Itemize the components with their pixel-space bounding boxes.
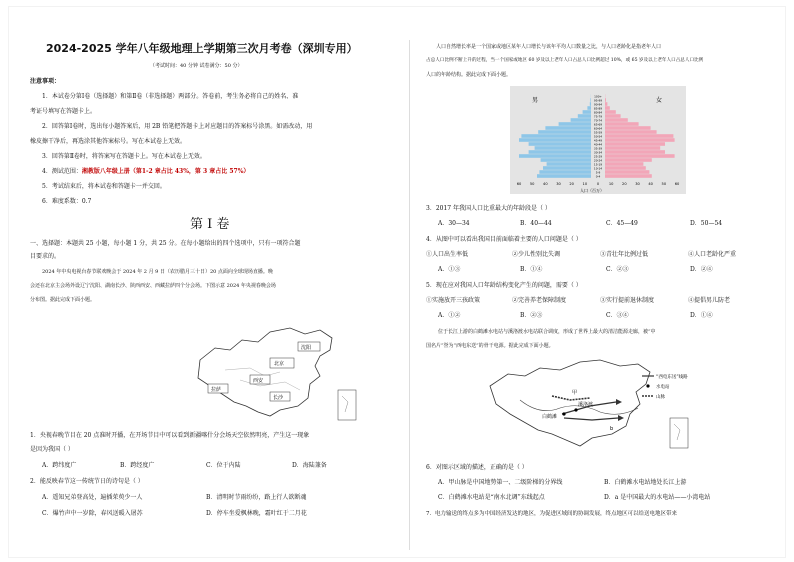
q5-stem: 5．现在应对我国人口年龄结构变化产生的问题，需要（ ）: [426, 282, 582, 289]
q5-item-1: ①实施放开三孩政策: [426, 297, 481, 304]
notice-3: 3．回答第Ⅱ卷时，将答案写在答题卡上。写在本试卷上无效。: [42, 153, 206, 160]
q3-option-d[interactable]: D．50—54: [690, 220, 723, 227]
female-bar-25-29: [605, 154, 675, 158]
q2-stem: 2．能反映春节这一传统节日的诗句是（ ）: [30, 478, 144, 485]
female-bar-70-74: [605, 118, 628, 122]
q6-stem: 6．对图示区域的描述，正确的是（ ）: [426, 464, 528, 471]
r-passage2-1: 位于长江上游的白鹤滩水电站与溪洛渡水电站联合调度，形成了世界上最大的清洁能源走廊，被“中: [438, 329, 656, 335]
x-tick-label: 40: [648, 182, 653, 186]
q7-stem: 7．电力输送的终点多为中国经济发达的地区，为促进区域间的协调发展，终点地区可以给送电地区带来: [426, 511, 678, 517]
x-tick-label: 20: [622, 182, 627, 186]
instructions-2: 目要求的。: [30, 253, 61, 260]
q3-option-c[interactable]: C．45—49: [606, 220, 638, 227]
notice-heading: 注意事项：: [30, 78, 61, 85]
age-label-80-84: 80-84: [593, 110, 603, 115]
q5-item-2: ②完善养老保障制度: [512, 297, 567, 304]
map-label-lhasa: 拉萨: [211, 387, 222, 393]
age-label-85-89: 85-89: [593, 106, 603, 111]
male-bar-95-99: [590, 98, 591, 102]
age-label-75-79: 75-79: [593, 114, 603, 119]
male-bar-75-79: [578, 114, 591, 118]
q4-option-a[interactable]: A．①③: [438, 266, 461, 273]
q6-option-d[interactable]: D．a 是中国最大的水电站——小湾电站: [604, 494, 711, 501]
mountain-range: [552, 396, 590, 400]
power-arrow-1: [616, 399, 622, 405]
age-label-0-4: 0-4: [595, 174, 601, 179]
age-label-50-54: 50-54: [593, 134, 603, 139]
notice-2b: 橡皮擦干净后，再选涂其他答案标号。写在本试卷上无效。: [30, 138, 187, 145]
map-label-changsha: 长沙: [273, 395, 284, 401]
r-passage2-2: 国名片”誉为“西电东送”的骨干电源。据此完成下面小题。: [426, 343, 554, 349]
q2-option-b[interactable]: B．清明时节雨纷纷，路上行人欲断魂: [206, 494, 307, 501]
legend-mountain-label: 山脉: [656, 395, 665, 400]
male-bar-40-44: [529, 142, 591, 146]
male-bar-55-59: [538, 130, 591, 134]
map-label-shenyang: 沈阳: [301, 345, 312, 351]
q1-option-a[interactable]: A．跨纬度广: [42, 462, 77, 469]
section-title: 第 Ⅰ 卷: [190, 217, 230, 232]
female-bar-55-59: [605, 130, 657, 134]
age-label-30-34: 30-34: [593, 150, 603, 155]
age-label-35-39: 35-39: [593, 146, 603, 151]
x-tick-label: 40: [543, 182, 548, 186]
notice-2a: 2．回答第Ⅰ卷时，选出每小题答案后，用 2B 铅笔把答题卡上对应题目的答案标号涂黑。如需改动，用: [42, 123, 313, 130]
q3-stem: 3．2017 年我国人口比重最大的年龄段是（ ）: [426, 205, 551, 212]
age-label-60-64: 60-64: [593, 126, 603, 131]
female-bar-15-19: [605, 162, 643, 166]
q3-option-b[interactable]: B．40—44: [520, 220, 552, 227]
x-tick-label: 60: [516, 182, 522, 186]
female-bar-0-4: [605, 174, 652, 178]
legend-station-label: 水电站: [656, 385, 670, 390]
south-sea-islands-2: [674, 424, 680, 440]
pyramid-xlabel: 人口（百万）: [580, 188, 604, 193]
male-bar-90-94: [590, 102, 591, 106]
q3-option-a[interactable]: A．30—34: [438, 220, 470, 227]
china-outline: [198, 328, 332, 416]
female-bar-30-34: [605, 150, 665, 154]
male-bar-35-39: [535, 146, 591, 150]
population-pyramid: [510, 86, 686, 194]
male-bar-65-69: [559, 122, 591, 126]
female-bar-45-49: [605, 138, 675, 142]
x-tick-label: 30: [556, 182, 561, 186]
station-baihetan: [562, 412, 565, 415]
map2-label-b: b: [610, 426, 614, 432]
q4-item-1: ①人口出生率低: [426, 251, 469, 258]
q2-option-c[interactable]: C．爆竹声中一岁除，春风送暖入屠苏: [42, 510, 143, 517]
q4-item-3: ③青壮年比例过低: [600, 251, 649, 258]
map-label-beijing: 北京: [274, 361, 285, 367]
male-bar-85-89: [587, 106, 591, 110]
instructions-1: 一、选择题：本题共 25 小题，每小题 1 分，共 25 分。在每小题给出的四个选项中，只有一项符合题: [30, 240, 301, 247]
male-bar-20-24: [541, 158, 591, 162]
q5-item-4: ④提倡男儿防老: [688, 297, 731, 304]
q5-option-c[interactable]: C．③④: [606, 312, 629, 319]
age-label-65-69: 65-69: [593, 122, 603, 127]
notice-4: 4．测试范围：湘教版八年级上册（第1-2 章占比 43%，第 3 章占比 57%）: [42, 168, 250, 175]
pyramid-male-label: 男: [532, 97, 539, 104]
male-bar-60-64: [545, 126, 591, 130]
x-tick-label: 50: [529, 182, 535, 186]
q1-line-1: 1．央视春晚节目在 20 点准时开播，在开场节目中可以看到新疆喀什分会场天空依然明亮，产生这一现象: [30, 432, 310, 439]
age-label-20-24: 20-24: [593, 158, 603, 163]
q5-option-d[interactable]: D．①④: [690, 312, 713, 319]
male-bar-0-4: [537, 174, 591, 178]
female-bar-20-24: [605, 158, 652, 162]
x-tick-label: 10: [608, 182, 614, 186]
legend-station-symbol: [646, 384, 649, 387]
test-range: 湘教版八年级上册（第1-2 章占比 43%，第 3 章占比 57%）: [81, 168, 250, 175]
female-bar-35-39: [605, 146, 660, 150]
q4-option-d[interactable]: D．②④: [690, 266, 713, 273]
x-tick-label: 0: [596, 182, 600, 186]
q1-option-c[interactable]: C．位于内陆: [206, 462, 241, 469]
map2-label-jia: 甲: [572, 390, 578, 396]
female-bar-60-64: [605, 126, 651, 130]
south-sea-islands: [342, 396, 348, 412]
map-label-xian: 西安: [253, 378, 264, 384]
exam-title: 2024-2025 学年八年级地理上学期第三次月考卷（深圳专用）: [46, 42, 358, 55]
q4-item-2: ②少儿性别比失调: [512, 251, 561, 258]
notice-5: 5．考试结束后，将本试卷和答题卡一并交回。: [42, 183, 166, 190]
x-tick-label: 60: [674, 182, 680, 186]
female-bar-80-84: [605, 110, 616, 114]
map2-label-xiluodu: 溪洛渡: [578, 402, 594, 408]
station-xiluodu: [574, 408, 577, 411]
r-passage-2: 占总人口比例不断上升的过程，当一个国家或地区 60 岁及以上老年人口占总人口比例超过 10%，或 65 岁及以上老年人口占总人口比例: [426, 58, 704, 63]
q2-option-a[interactable]: A．遥知兄弟登高处，遍插茱萸少一人: [42, 494, 143, 501]
q5-option-b[interactable]: B．②③: [520, 312, 543, 319]
x-tick-label: 20: [569, 182, 574, 186]
male-bar-70-74: [571, 118, 591, 122]
china-venue-map: [170, 320, 360, 430]
r-passage-1: 人口自然增长率是一个国家或地区某年人口增长与该年平均人口数量之比，与人口老龄化是指老年人口: [436, 44, 662, 50]
r-passage-3: 人口的年龄结构。据此完成下面小题。: [426, 72, 512, 78]
legend-line-label: “西电东送”线路: [656, 375, 688, 380]
q4-stem: 4．从图中可以看出我国目前面临着主要的人口问题是（ ）: [426, 236, 582, 243]
x-tick-label: 10: [582, 182, 588, 186]
q5-item-3: ③实行提前退休制度: [600, 297, 655, 304]
male-bar-15-19: [547, 162, 591, 166]
female-bar-85-89: [605, 106, 610, 110]
notice-1b: 考证号填写在答题卡上。: [30, 108, 97, 115]
age-label-25-29: 25-29: [593, 154, 603, 159]
age-label-95-99: 95-99: [593, 98, 603, 103]
notice-1a: 1．本试卷分第Ⅰ卷（选择题）和第Ⅱ卷（非选择题）两部分。答卷前，考生务必将自己的姓名、准: [42, 93, 299, 100]
male-bar-45-49: [519, 138, 591, 142]
male-bar-80-84: [583, 110, 591, 114]
x-tick-label: 50: [661, 182, 667, 186]
q4-option-b[interactable]: B．①④: [520, 266, 543, 273]
age-label-10-14: 10-14: [593, 166, 603, 171]
female-bar-5-9: [605, 170, 649, 174]
female-bar-95-99: [605, 98, 606, 102]
column-divider: [409, 40, 410, 550]
female-bar-10-14: [605, 166, 646, 170]
age-label-55-59: 55-59: [593, 130, 603, 135]
passage-3: 分布图。据此完成下面小题。: [30, 297, 96, 303]
age-label-15-19: 15-19: [593, 162, 603, 167]
china-outline-2: [490, 360, 650, 446]
age-label-70-74: 70-74: [593, 118, 603, 123]
age-label-100+: 100+: [594, 94, 602, 99]
exam-info: （考试时间：40 分钟 试卷满分：50 分）: [150, 63, 243, 69]
q1-option-b[interactable]: B．跨经度广: [120, 462, 155, 469]
age-label-45-49: 45-49: [593, 138, 603, 143]
q6-option-a[interactable]: A．甲山脉是中国地势第一、二级阶梯的分界线: [438, 479, 563, 486]
hydropower-map: [480, 356, 696, 456]
male-bar-10-14: [543, 166, 591, 170]
passage-1: 2024 年中央电视台春节联欢晚会于 2024 年 2 月 9 日（农历腊月三十日）20 点面向全球现场直播。晚: [42, 269, 273, 275]
q6-option-c[interactable]: C．白鹤滩水电站是“南水北调”东线起点: [438, 494, 545, 501]
male-bar-25-29: [519, 154, 591, 158]
q1-line-2: 是因为我国（ ）: [30, 446, 74, 453]
power-line-2: [564, 418, 618, 420]
male-bar-50-54: [521, 134, 591, 138]
q2-option-d[interactable]: D．停车坐爱枫林晚，霜叶红于二月花: [206, 510, 307, 517]
map2-label-baihetan: 白鹤滩: [542, 414, 558, 420]
age-label-90-94: 90-94: [593, 102, 603, 107]
q6-option-b[interactable]: B．白鹤滩水电站地处长江上游: [604, 479, 687, 486]
male-bar-30-34: [529, 150, 591, 154]
pyramid-female-label: 女: [656, 97, 663, 104]
power-arrow-2: [618, 415, 624, 421]
q4-item-4: ④人口老龄化严重: [688, 251, 737, 258]
age-label-40-44: 40-44: [593, 142, 603, 147]
q1-option-d[interactable]: D．海陆兼备: [292, 462, 327, 469]
age-label-5-9: 5-9: [595, 170, 601, 175]
x-tick-label: 30: [635, 182, 640, 186]
q5-option-a[interactable]: A．①②: [438, 312, 461, 319]
female-bar-40-44: [605, 142, 665, 146]
female-bar-50-54: [605, 134, 673, 138]
passage-2: 会还在北京主会场外设辽宁沈阳、湖南长沙、陕西西安、西藏拉萨四个分会场。下图示意 2024 年央视春晚会场: [30, 283, 276, 289]
notice-6: 6．难度系数：0.7: [42, 198, 92, 205]
female-bar-90-94: [605, 102, 607, 106]
female-bar-65-69: [605, 122, 639, 126]
male-bar-5-9: [539, 170, 591, 174]
female-bar-75-79: [605, 114, 621, 118]
q4-option-c[interactable]: C．②③: [606, 266, 629, 273]
